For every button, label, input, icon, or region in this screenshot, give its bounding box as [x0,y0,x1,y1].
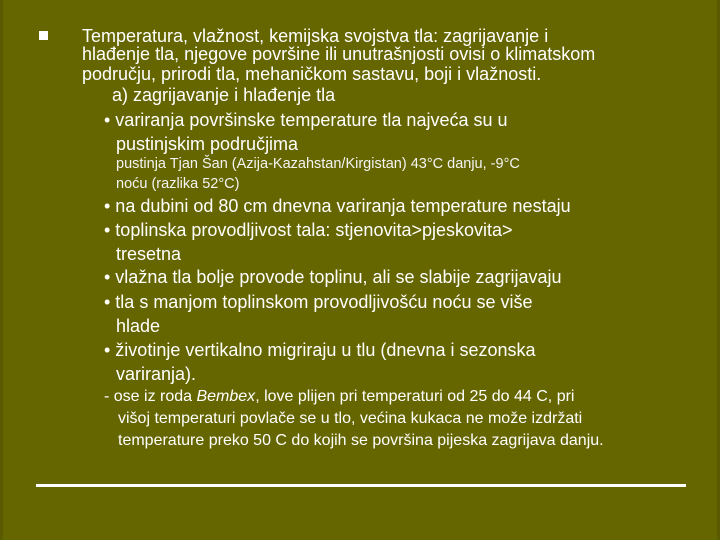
intro-line-3: području, prirodi tla, mehaničkom sastavu, boji i vlažnosti. [82,64,542,84]
bullet-line: • variranja površinske temperature tla najveća su u [104,110,508,130]
bullet-line: • toplinska provodljivost tala: stjenovita>pjeskovita> [104,220,513,240]
note-line-2: višoj temperaturi povlače se u tlo, većina kukaca ne može izdržati [118,410,583,427]
bullet-continuation: tresetna [116,244,182,264]
note-line-3: temperature preko 50 C do kojih se površina pijeska zagrijava danju. [118,432,604,449]
example-line-1: pustinja Tjan Šan (Azija-Kazahstan/Kirgistan) 43°C danju, -9°C [116,156,520,172]
note-prefix: - ose iz roda [104,388,197,405]
intro-line-1: Temperatura, vlažnost, kemijska svojstva tla: zagrijavanje i [82,26,549,46]
bullet-line: • vlažna tla bolje provode toplinu, ali se slabije zagrijavaju [104,267,562,287]
slide-border-left [0,0,3,540]
bottom-divider [36,484,686,487]
note-suffix: , love plijen pri temperaturi od 25 do 44 C, pri [255,388,575,405]
bullet-continuation: variranja). [116,364,197,384]
example-line-2: noću (razlika 52°C) [116,176,240,192]
bullet-line: • životinje vertikalno migriraju u tlu (dnevna i sezonska [104,340,536,360]
intro-line-2: hlađenje tla, njegove površine ili unutrašnjosti ovisi o klimatskom [82,44,596,64]
bullet-continuation: hlade [116,316,161,336]
bullet-continuation: pustinjskim područjima [116,134,299,154]
section-heading: a) zagrijavanje i hlađenje tla [112,85,336,105]
bullet-line: • na dubini od 80 cm dnevna variranja temperature nestaju [104,196,571,216]
square-bullet-icon [39,31,48,40]
bullet-line: • tla s manjom toplinskom provodljivošću noću se više [104,292,533,312]
note-line-1 [104,389,574,405]
note-genus: Bembex [196,388,256,405]
